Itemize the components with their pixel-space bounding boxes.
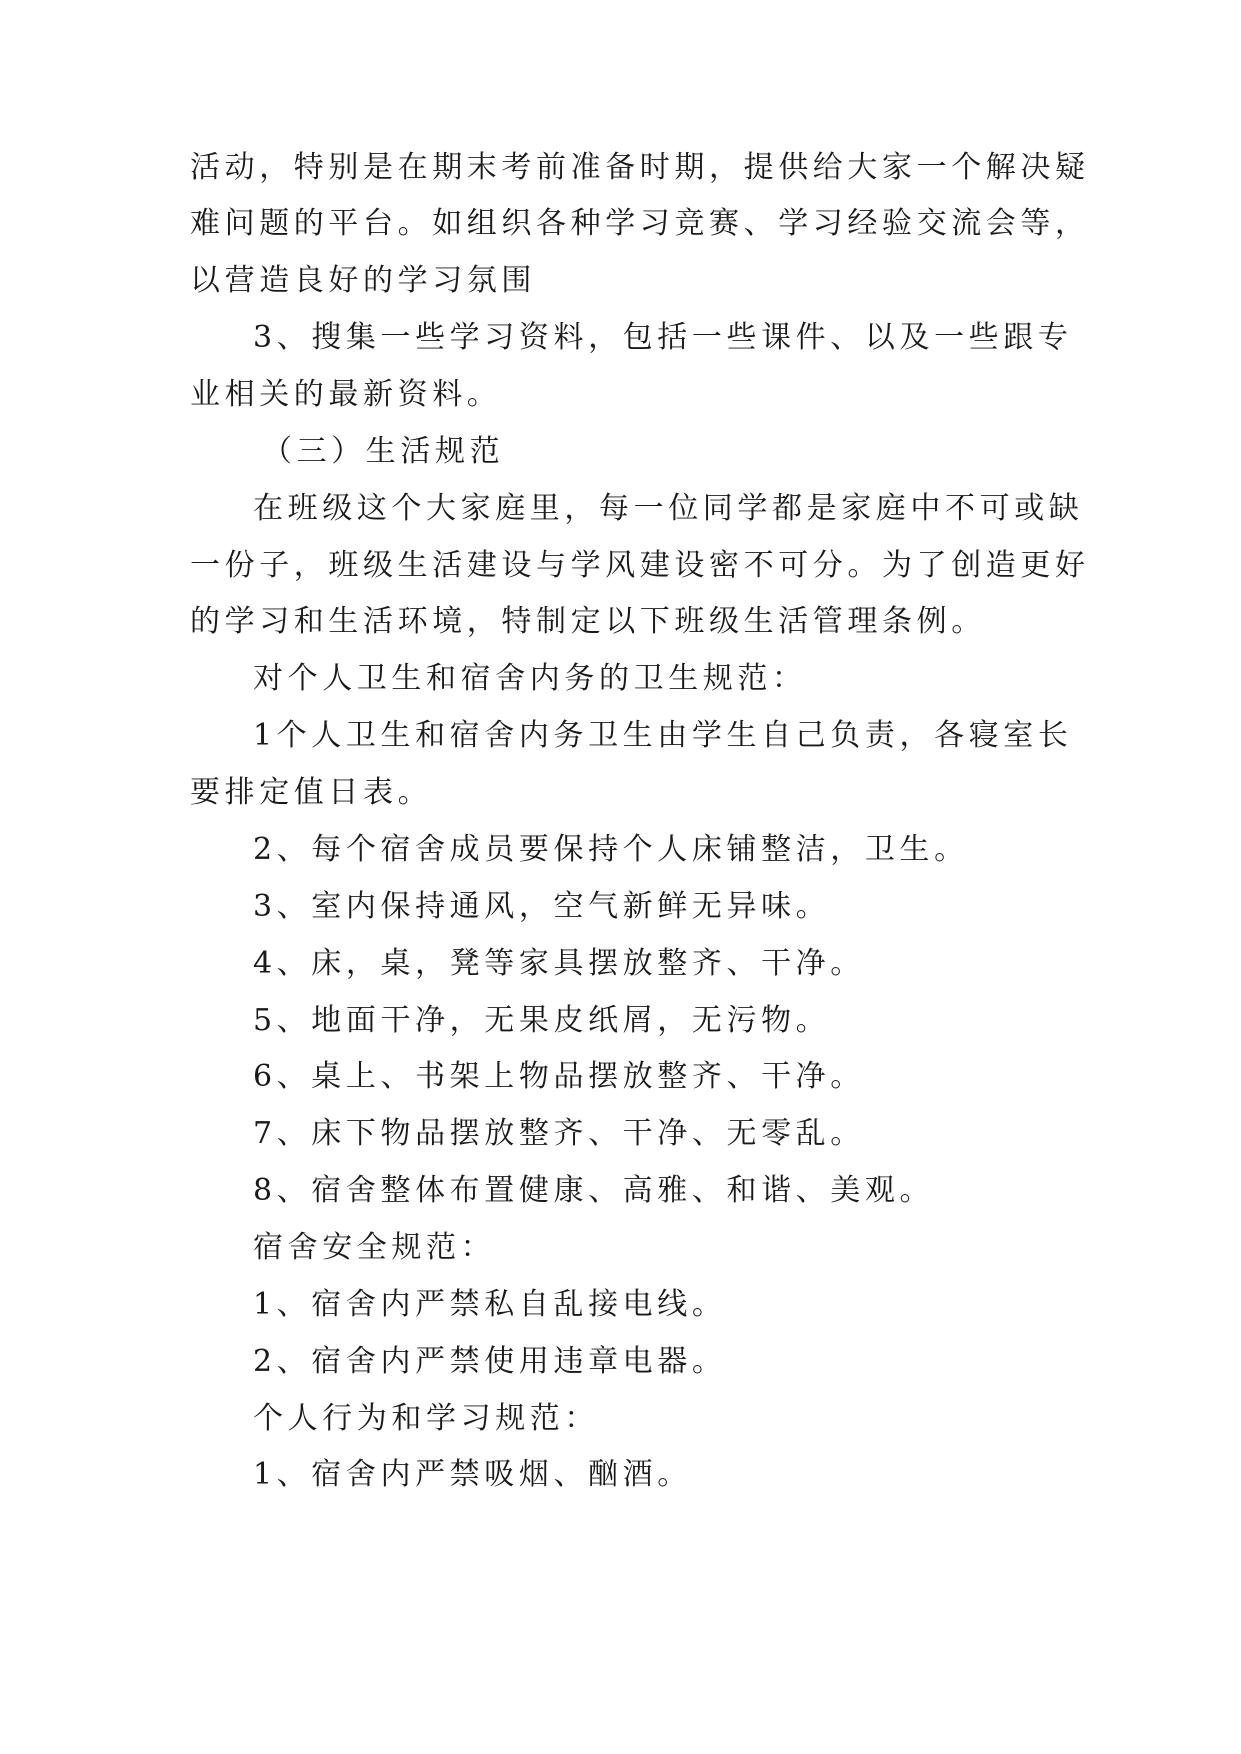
text-line: 3、室内保持通风，空气新鲜无异味。 [253,889,831,924]
text-line: 1、宿舍内严禁吸烟、酗酒。 [253,1457,692,1492]
text-line: 8、宿舍整体布置健康、高雅、和谐、美观。 [253,1173,935,1208]
text-line: 4、床，桌，凳等家具摆放整齐、干净。 [253,946,865,981]
text-line: 1、宿舍内严禁私自乱接电线。 [253,1287,727,1322]
text-line: 在班级这个大家庭里，每一位同学都是家庭中不可或缺 [253,491,1084,526]
text-line: 3、搜集一些学习资料，包括一些课件、以及一些跟专 [253,320,1073,355]
text-line: 要排定值日表。 [190,775,433,810]
text-line: 2、每个宿舍成员要保持个人床铺整洁，卫生。 [253,832,969,867]
section-heading: （三）生活规范 [262,434,505,469]
text-line: 个人行为和学习规范： [253,1401,599,1436]
text-line: 以营造良好的学习氛围 [190,263,536,298]
text-line: 2、宿舍内严禁使用违章电器。 [253,1344,727,1379]
text-line: 7、床下物品摆放整齐、干净、无零乱。 [253,1116,865,1151]
text-line: 的学习和生活环境，特制定以下班级生活管理条例。 [190,604,986,639]
text-line: 对个人卫生和宿舍内务的卫生规范： [253,661,807,696]
text-line: 1个人卫生和宿舍内务卫生由学生自己负责，各寝室长 [253,718,1073,753]
text-line: 一份子，班级生活建设与学风建设密不可分。为了创造更好 [190,548,1090,583]
text-line: 6、桌上、书架上物品摆放整齐、干净。 [253,1059,865,1094]
text-line: 难问题的平台。如组织各种学习竞赛、学习经验交流会等， [190,206,1090,241]
text-line: 活动，特别是在期末考前准备时期，提供给大家一个解决疑 [190,150,1090,185]
text-line: 5、地面干净，无果皮纸屑，无污物。 [253,1003,831,1038]
text-line: 业相关的最新资料。 [190,377,502,412]
text-line: 宿舍安全规范： [253,1230,496,1265]
